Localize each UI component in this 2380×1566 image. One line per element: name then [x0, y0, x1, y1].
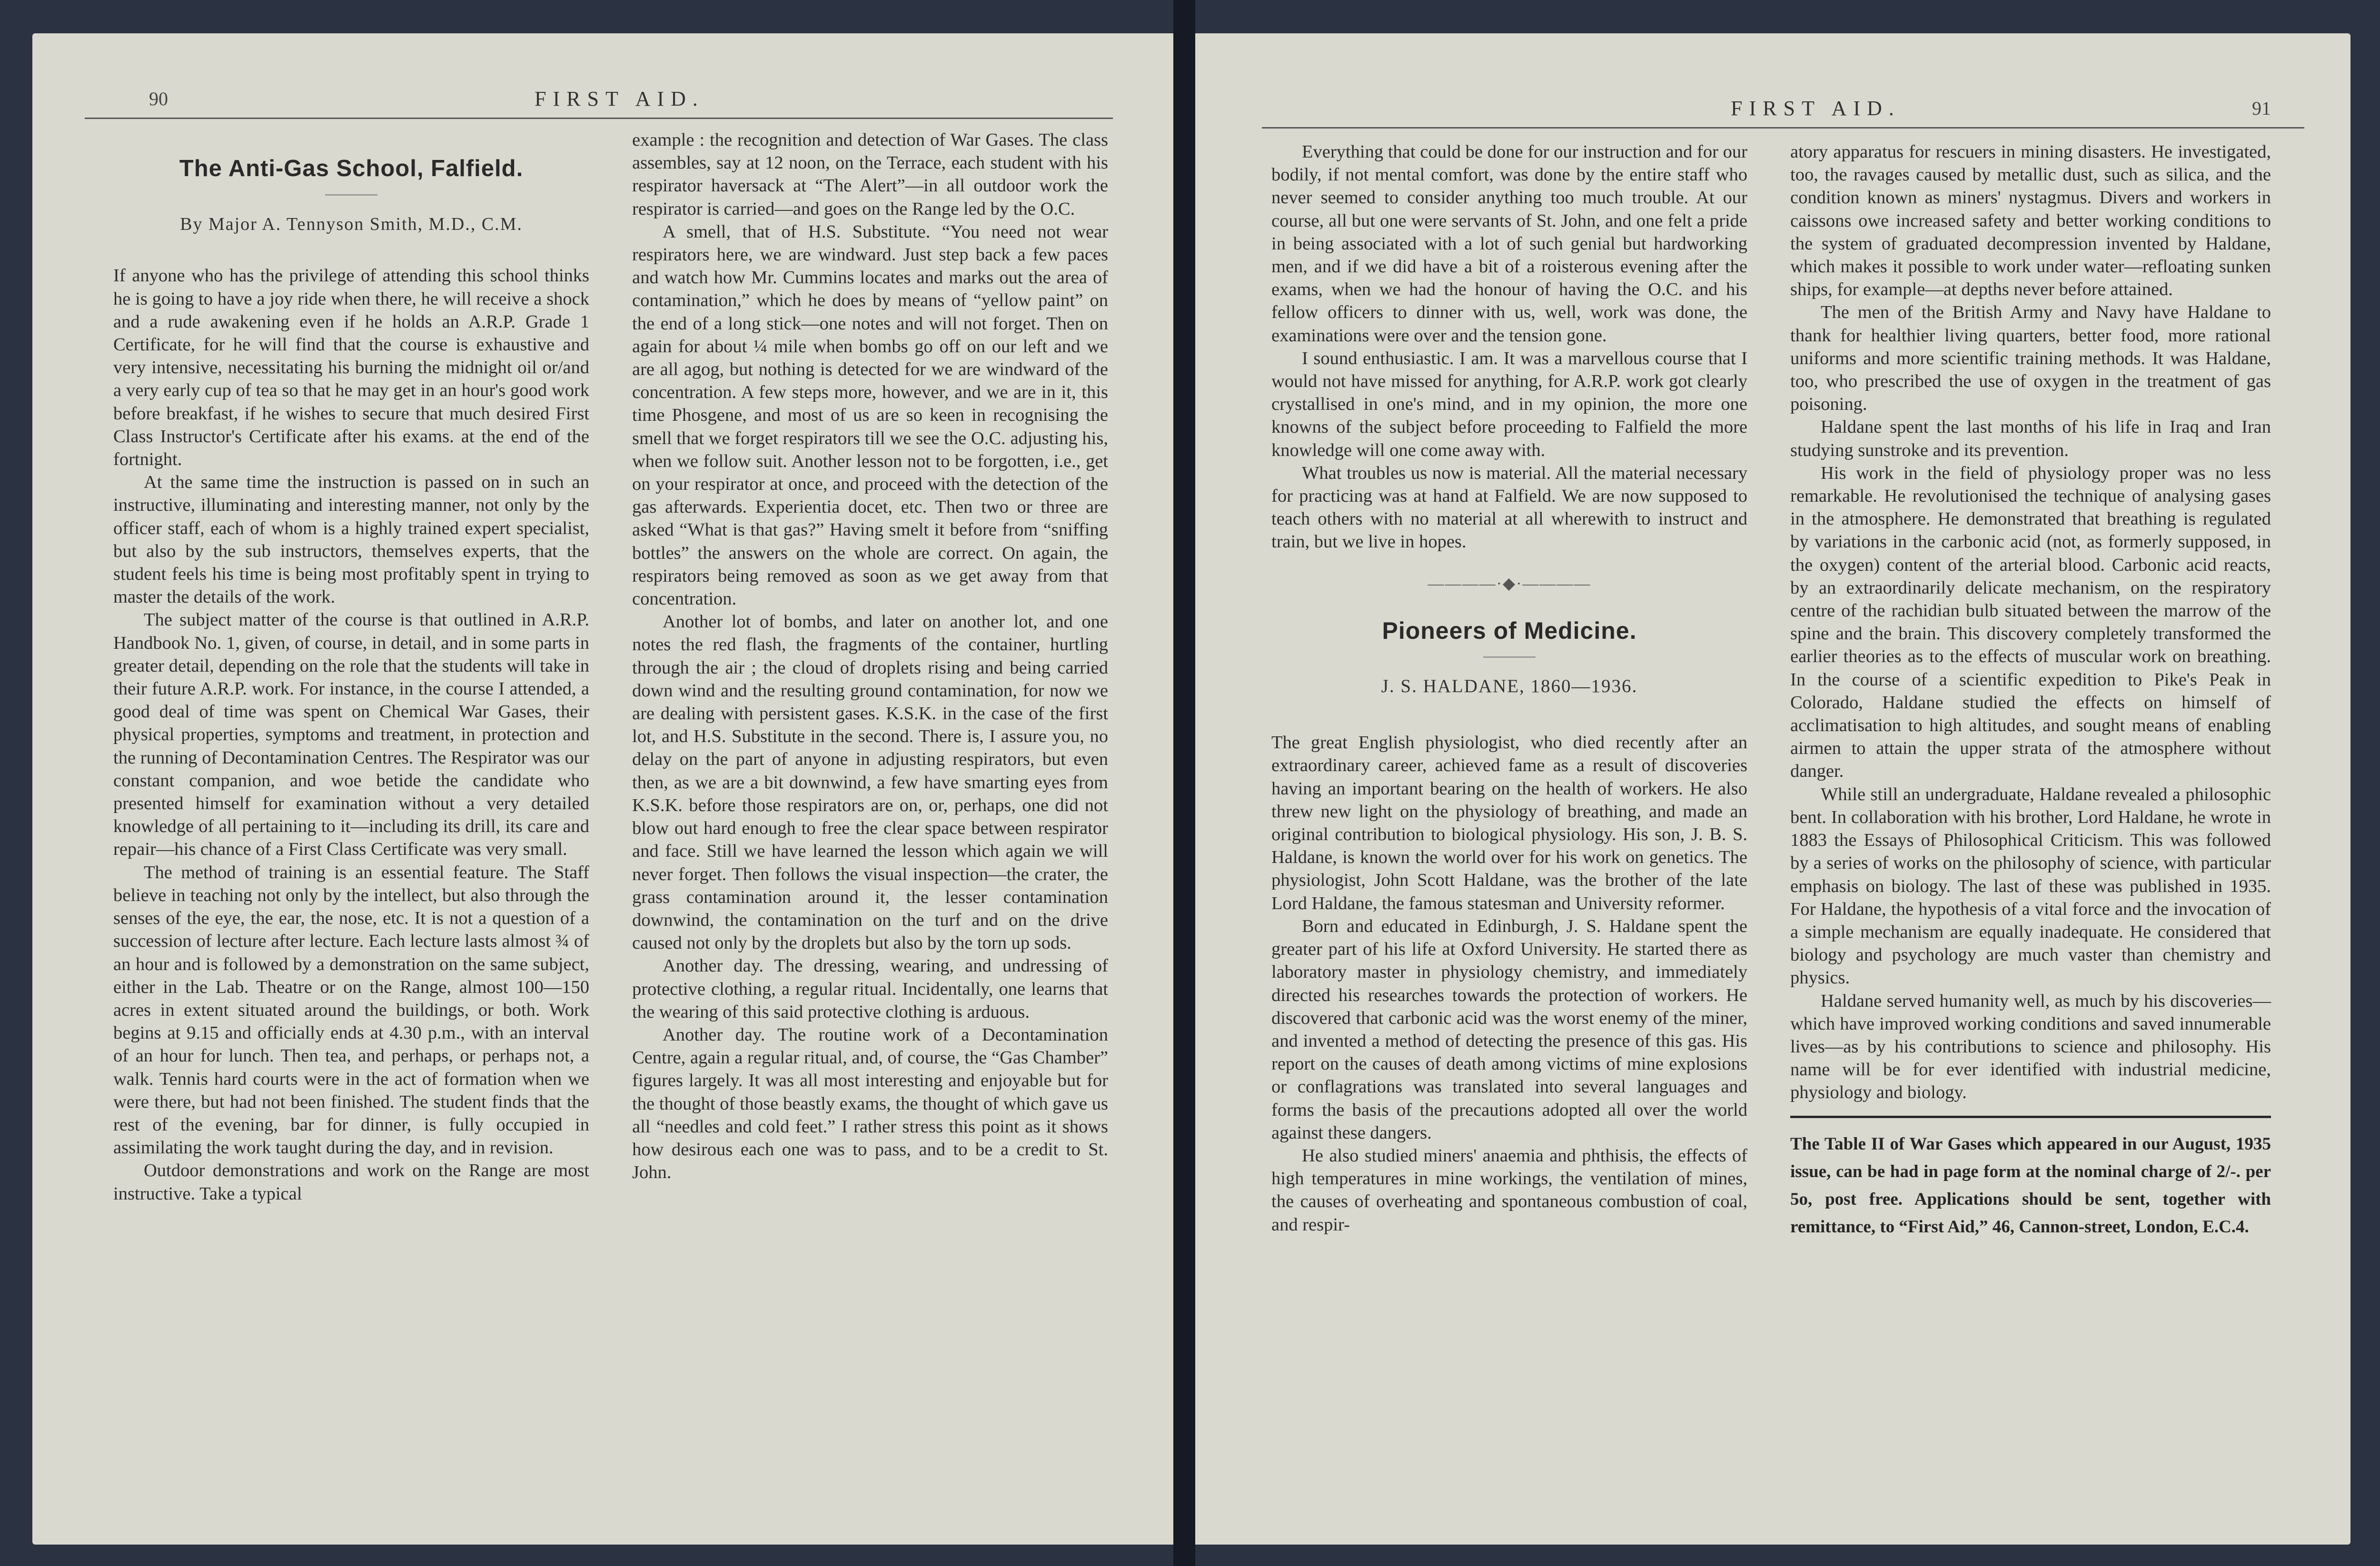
right-col2-text — [1790, 140, 2271, 1104]
right-col1-bottom-text — [1271, 731, 1747, 1236]
paragraph: The method of training is an essential feature. The Staff believe in teaching not only by the intellect, but also through the senses of the eye, the ear, the nose, etc. It is not a question of a succession of lecture after lecture. Each lecture lasts almost ¾ of an hour and is followed by a demonstration on the same subject, either in the Lab. Theatre or on the Range, almost 100—150 acres in extent situated around the buildings, or both. Work begins at 9.15 and officially ends at 4.30 p.m., with an interval of an hour for lunch. Then tea, and perhaps, or perhaps not, a walk. Tennis hard courts were in the act of formation when we were there, but had not been finished. The student finds that the rest of the evening, bar for dinner, is fully occupied in assimilating the work taught during the day, and in revision. — [113, 862, 589, 1158]
paragraph: example : the recognition and detection of War Gases. The class assembles, say at 12 noon, on the Terrace, each student with his respirator haversack at “The Alert”—in all outdoor work the respirator is carried—and goes on the Range led by the O.C. — [632, 130, 1108, 219]
right-column-1 — [1271, 140, 1747, 1236]
right-running-title: FIRST AID. — [1731, 97, 1901, 120]
article2-title: Pioneers of Medicine. — [1382, 617, 1637, 644]
paragraph: The subject matter of the course is that outlined in A.R.P. Handbook No. 1, given, of course, in detail, and in some parts in greater detail, depending on the role that the students will take in their future A.R.P. work. For instance, in the course I attended, a good deal of time was spent on Chemical War Gases, their physical properties, symptoms and treatment, in protection and the running of Decontamination Centres. The Respirator was our constant companion, and woe betide the candidate who presented himself for examination without a very detailed knowledge of all pertaining to it—including its drill, its care and repair—his chance of a First Class Certificate was very small. — [113, 610, 589, 860]
paragraph: He also studied miners' anaemia and phthisis, the effects of high temperatures in mine workings, the ventilation of mines, the causes of overheating and spontaneous combustion of coal, and respir- — [1271, 1145, 1747, 1235]
war-gases-notice: The Table II of War Gases which appeared in our August, 1935 issue, can be had in page form at the nominal charge of 2/-. per 5o, post free. Applications should be sent, together with remittance, to “First Aid,” 46, Cannon-street, London, E.C.4. — [1790, 1134, 2271, 1237]
notice-rule — [1790, 1116, 2271, 1118]
paragraph: While still an undergraduate, Haldane revealed a philosophic bent. In collaboration with his brother, Lord Haldane, he wrote in 1883 the Essays of Philosophical Criticism. This was followed by a series of works on the philosophy of science, with particular emphasis on biology. The last of these was published in 1935. For Haldane, the hypothesis of a vital force and the invocation of a simple mechanism are equally inadequate. He considered that biology and psychology are much vaster than chemistry and physics. — [1790, 784, 2271, 988]
section-divider: ————·◆·———— — [1428, 575, 1591, 593]
left-column-1 — [113, 143, 589, 1205]
left-page-number: 90 — [149, 88, 168, 109]
paragraph: Outdoor demonstrations and work on the Range are most instructive. Take a typical — [113, 1160, 589, 1204]
paragraph: His work in the field of physiology proper was no less remarkable. He revolutionised the technique of analysing gases in the atmosphere. He demonstrated that breathing is regulated by variations in the carbonic acid (not, as formerly supposed, in the oxygen) content of the arterial blood. Carbonic acid reacts, by an extraordinarily delicate mechanism, on the respiratory centre of the rachidian bulb situated between the marrow of the spine and the brain. This discovery completely transformed the earlier theories as to the effects of muscular work on breathing. In the course of a scientific expedition to Pike's Peak in Colorado, Haldane studied the effects on himself of acclimatisation to high altitudes, and sought means of enabling airmen to attain the upper strata of the atmosphere without danger. — [1790, 463, 2271, 782]
paragraph: Another lot of bombs, and later on another lot, and one notes the red flash, the fragments of the container, hurtling through the air ; the cloud of droplets rising and being carried down wind and the resulting ground contamination, for now we are dealing with persistent gases. K.S.K. in the case of the first lot, and H.S. Substitute in the second. There is, I assure you, no delay on the part of anyone in adjusting respirators, but even then, as we are a bit downwind, a few have smarting eyes from K.S.K. before those respirators are on, or, perhaps, one did not blow out hard enough to free the clear space between respirator and face. Still we have learned the lesson which again we will never forget. Then follows the visual inspection—the crater, the grass contamination around it, the lesser contamination downwind, the contamination on the turf and on the drive caused not only by the droplets but also by the torn up sods. — [632, 612, 1108, 953]
right-col1-top-text — [1271, 140, 1747, 554]
right-column-2 — [1790, 140, 2271, 1241]
paragraph: Everything that could be done for our instruction and for our bodily, if not mental comfort, was done by the entire staff who never seemed to consider anything too much trouble. At our course, all but one were servants of St. John, and one felt a pride in being associated with a lot of such genial but hardworking men, and if we did have a bit of a roisterous evening after the exams, when we had the honour of having the O.C. and his fellow officers to dinner with us, well, work was done, the examinations were over and the tension gone. — [1271, 142, 1747, 346]
right-running-head — [1262, 90, 2304, 129]
paragraph: Another day. The routine work of a Decontamination Centre, again a regular ritual, and, of course, the “Gas Chamber” figures largely. It was all most interesting and enjoyable but for the thought of those beastly exams, the thought of which gave us all “needles and cold feet.” I rather stress this point as it shows how desirous each one was to pass, and to be a credit to St. John. — [632, 1024, 1108, 1183]
paragraph: I sound enthusiastic. I am. It was a marvellous course that I would not have missed for anything, for A.R.P. work got clearly crystallised in one's mind, and in my opinion, the more one knowns of the subject before proceeding to Falfield the more knowledge will one come away with. — [1271, 348, 1747, 460]
left-col1-text — [113, 264, 589, 1205]
right-page-number: 91 — [2252, 98, 2271, 119]
left-running-head — [85, 81, 1113, 119]
article-byline: By Major A. Tennyson Smith, M.D., C.M. — [180, 214, 523, 235]
paragraph: Haldane served humanity well, as much by his discoveries—which have improved working conditions and saved innumerable lives—as by his contributions to science and philosophy. His name will be for ever identified with industrial medicine, physiology and biology. — [1790, 991, 2271, 1103]
paragraph: What troubles us now is material. All the material necessary for practicing was at hand at Falfield. We are now supposed to teach others with no material at all wherewith to instruct and train, but we live in hopes. — [1271, 463, 1747, 552]
book-gutter — [1173, 0, 1195, 1566]
article2-subtitle: J. S. HALDANE, 1860—1936. — [1381, 676, 1638, 697]
left-page — [32, 33, 1173, 1545]
paragraph: The men of the British Army and Navy have Haldane to thank for healthier living quarters, better food, more rational uniforms and more scientific training methods. It was Haldane, too, who prescribed the use of oxygen in the treatment of gas poisoning. — [1790, 302, 2271, 415]
paragraph: Haldane spent the last months of his life in Iraq and Iran studying sunstroke and its prevention. — [1790, 417, 2271, 460]
paragraph: Another day. The dressing, wearing, and undressing of protective clothing, a regular ritual. Incidentally, one learns that the wearing of this said protective clothing is arduous. — [632, 956, 1108, 1022]
paragraph: The great English physiologist, who died recently after an extraordinary career, achieved fame as a result of discoveries having an important bearing on the health of workers. He also threw new light on the physiology of breathing, and made an original contribution to biological physiology. His son, J. B. S. Haldane, is known the world over for his work on genetics. The physiologist, John Scott Haldane, was the brother of the late Lord Haldane, the famous statesman and University reformer. — [1271, 733, 1747, 913]
paragraph: A smell, that of H.S. Substitute. “You need not wear respirators here, we are windward. Just step back a few paces and watch how Mr. Cummins locates and marks out the area of contamination,” which he does by means of “yellow paint” on the end of a long stick—one notes and will not forget. Then on again for about ¼ mile when bombs go off on our left and we are all agog, but nothing is detected for we are windward of the concentration. A few steps more, however, and we are in it, this time Phosgene, and most of us are so keen in recognising the smell that we forget respirators till we see the O.C. adjusting his, when we follow suit. Another lesson not to be forgotten, i.e., get on your respirator at once, and proceed with the detection of the gas afterwards. Experientia docet, etc. Then two or three are asked “What is that gas?” Having smelt it before from “sniffing bottles” the answers on the whole are correct. On again, the respirators being removed as soon as we get away from that concentration. — [632, 221, 1108, 609]
article-title: The Anti-Gas School, Falfield. — [179, 156, 524, 181]
right-page — [1195, 33, 2350, 1545]
paragraph: Born and educated in Edinburgh, J. S. Haldane spent the greater part of his life at Oxford University. He started there as laboratory master in physiology chemistry, and immediately directed his researches towards the protection of workers. He discovered that carbonic acid was the worst enemy of the miner, and invented a method of detecting the presence of this gas. His report on the causes of death among victims of mine explosions or conflagrations was translated into several languages and forms the basis of the precautions adopted all over the world against these dangers. — [1271, 916, 1747, 1143]
paragraph: At the same time the instruction is passed on in such an instructive, illuminating and interesting manner, not only by the officer staff, each of whom is a highly trained expert specialist, but also by the sub instructors, themselves experts, that the student feels his time is being most profitably spent in trying to master the details of the work. — [113, 472, 589, 607]
title-rule — [325, 194, 377, 196]
paragraph: If anyone who has the privilege of attending this school thinks he is going to have a joy ride when there, he will receive a shock and a rude awakening even if he holds an A.R.P. Grade 1 Certificate, for he will find that the course is exhaustive and very intensive, necessitating his burning the midnight oil or/and a very early cup of tea so that he may get in an hour's good work before breakfast, if he wishes to secure that much desired First Class Instructor's Certificate after his exams. at the end of the fortnight. — [113, 266, 589, 470]
article2-title-rule — [1483, 656, 1536, 658]
left-col2-text — [632, 129, 1108, 1184]
left-running-title: FIRST AID. — [535, 87, 704, 110]
left-column-2 — [632, 129, 1108, 1184]
paragraph: atory apparatus for rescuers in mining disasters. He investigated, too, the ravages caused by metallic dust, such as silica, and the condition known as miners' nystagmus. Divers and workers in caissons owe increased safety and better working conditions to the system of graduated decompression invented by Haldane, which makes it possible to work under water—refloating sunken ships, for example—at depths never before attained. — [1790, 142, 2271, 300]
